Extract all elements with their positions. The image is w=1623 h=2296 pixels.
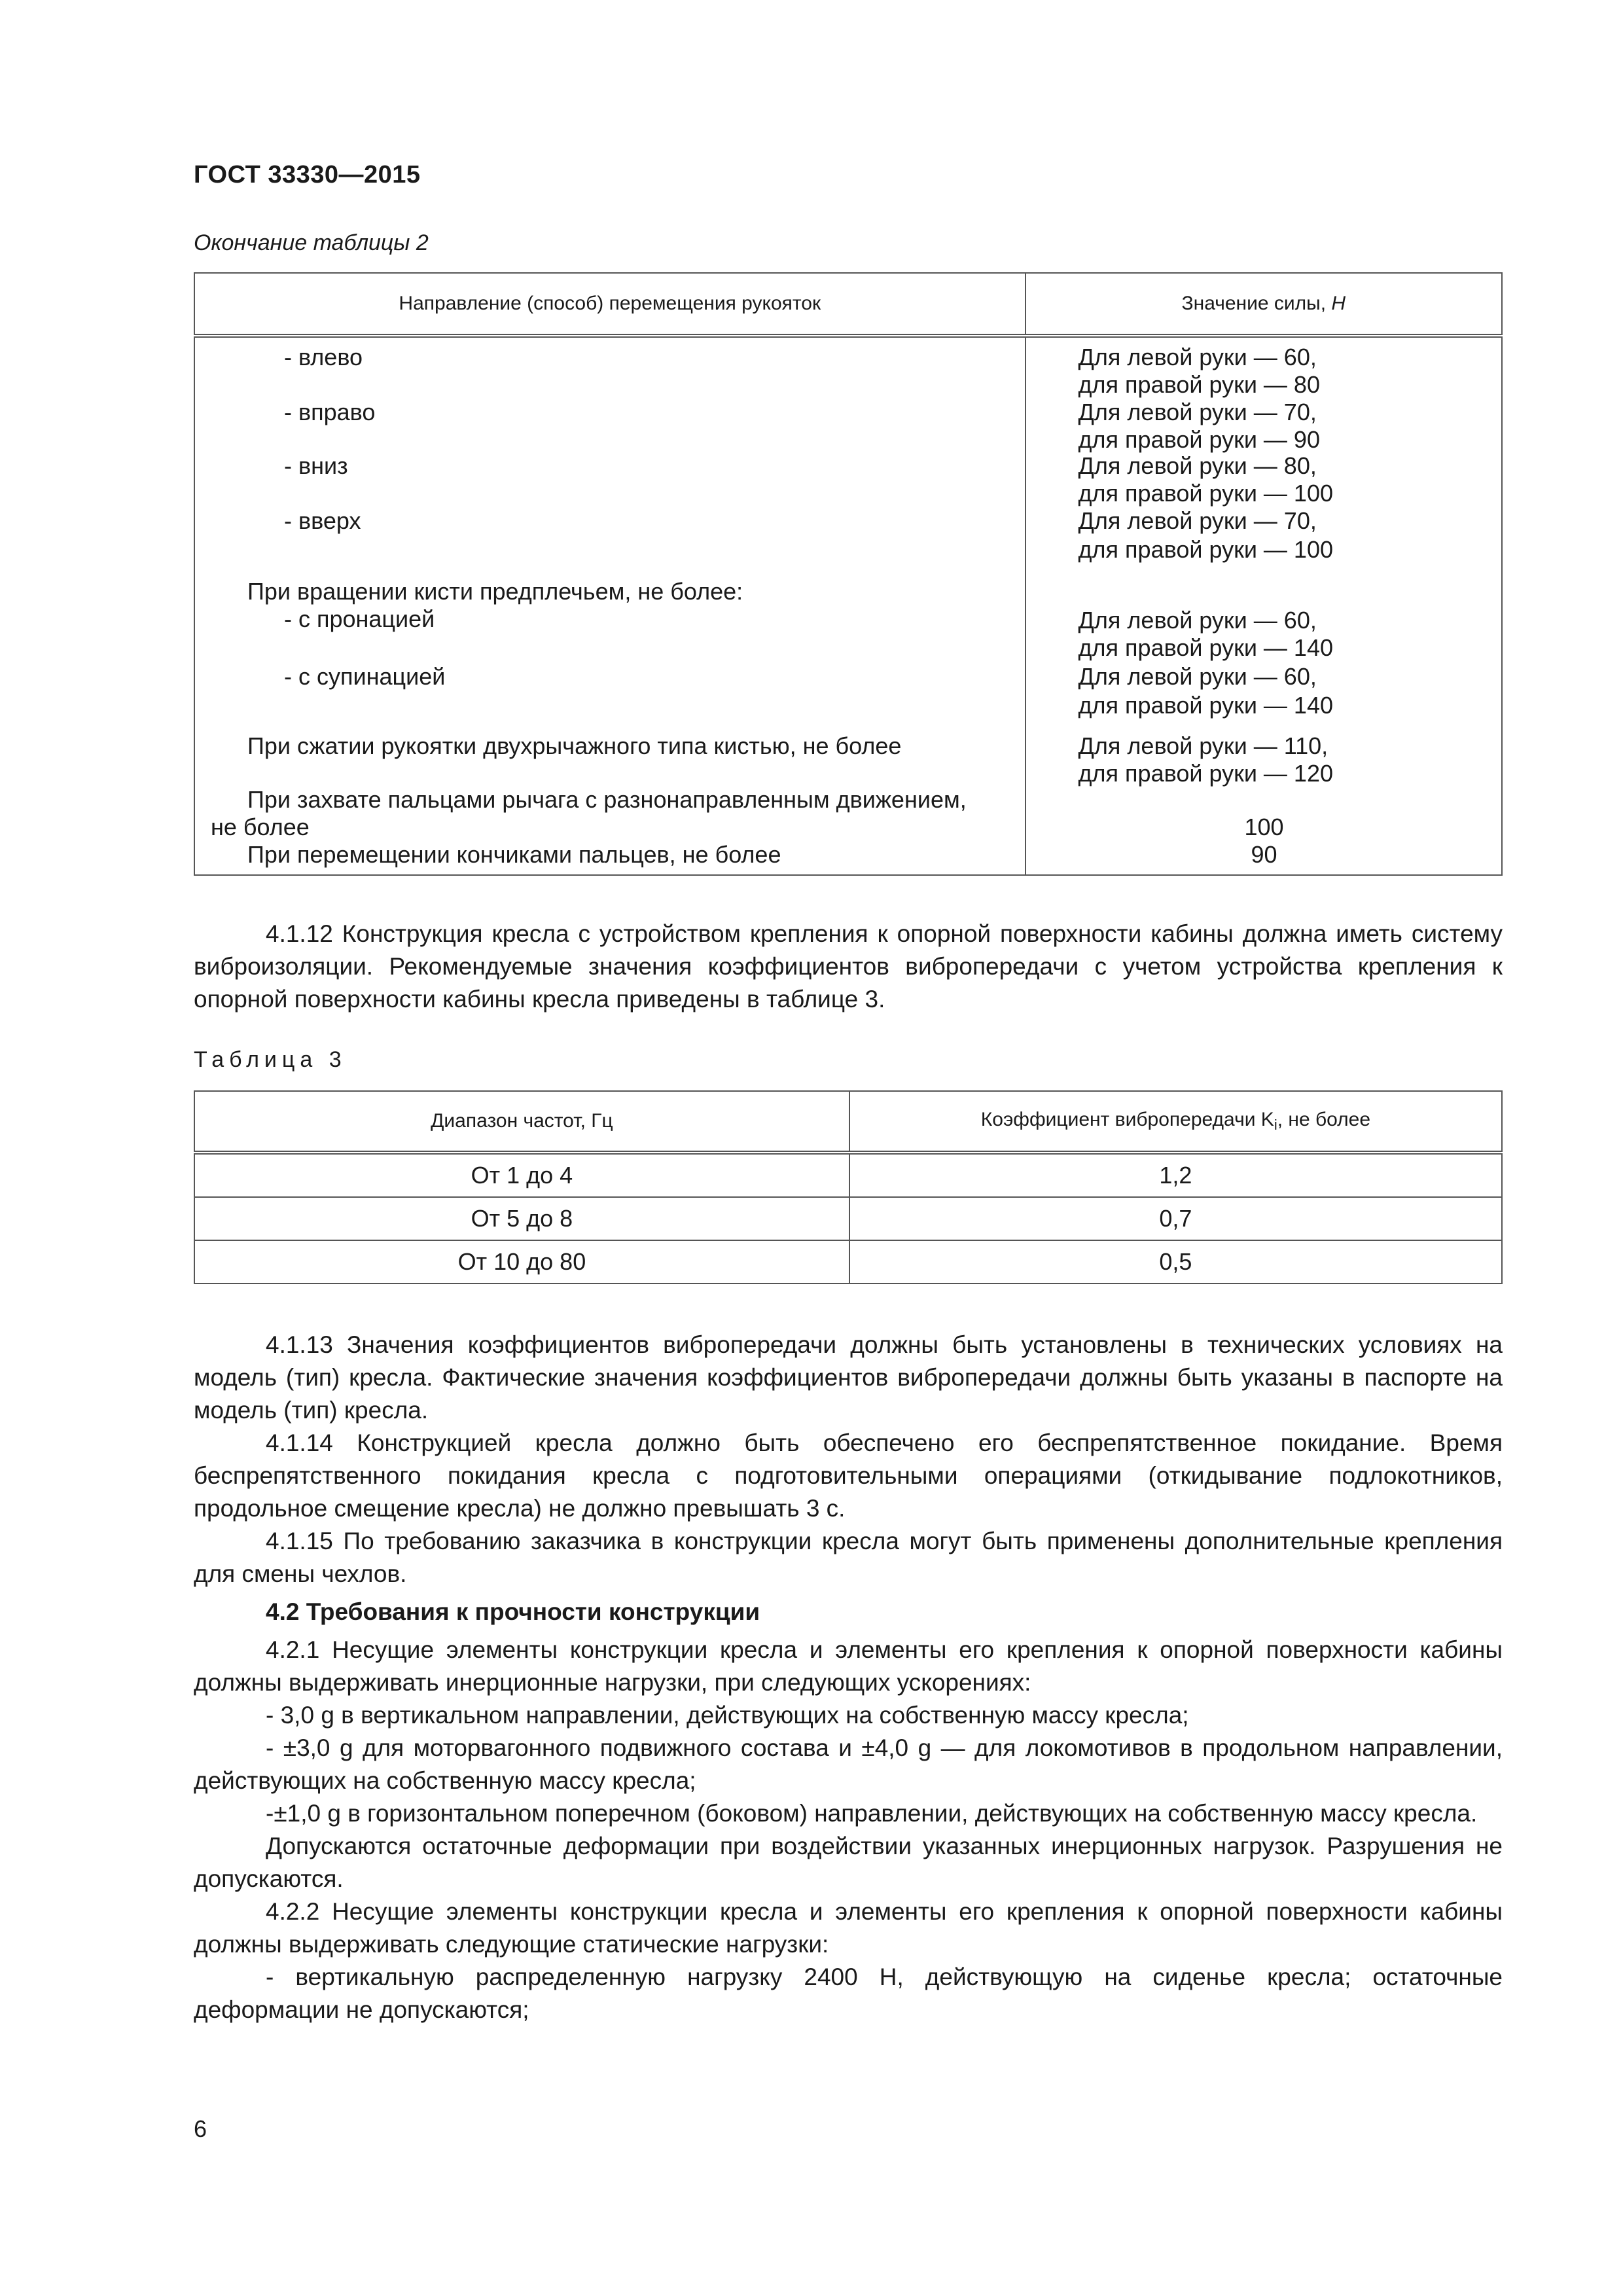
table2-left-line: При захвате пальцами рычага с разнонаправленным движением, [247,786,967,813]
table2-right-line: 100 [1244,814,1284,840]
table2-right-line: Для левой руки — 80, [1078,452,1317,479]
table2-right-line: для правой руки — 120 [1078,760,1333,787]
table3-range-cell: От 5 до 8 [194,1197,849,1240]
table2-left-line: не более [211,814,310,840]
page-number: 6 [194,2115,207,2142]
table2-left-line: - с пронацией [284,605,435,632]
table2-left-line: - вниз [284,452,348,479]
bullet-item: - вертикальную распределенную нагрузку 2400 Н, действующую на сиденье кресла; остаточные деформации не допускаются; [194,1964,1503,2023]
table2-left-line: - вверх [284,507,361,534]
table3-value-cell: 1,2 [849,1153,1502,1197]
paragraph-4-1-14: 4.1.14 Конструкцией кресла должно быть обеспечено его беспрепятственное покидание. Время беспрепятственного покидания кресла с подготовительными операциями (откидывание подлокотников, продольное смещение кресла) не должно превышать 3 с. [194,1429,1503,1522]
table2-right-cell [1026,336,1502,875]
table2-col1-header: Направление (способ) перемещения рукояток [194,273,1026,336]
table2-caption: Окончание таблицы 2 [194,230,429,255]
table2-right-line: Для левой руки — 110, [1078,732,1329,759]
paragraph-4-1-12-text: 4.1.12 Конструкция кресла с устройством крепления к опорной поверхности кабины должна иметь систему виброизоляции. Рекомендуемые значения коэффициентов вибропередачи с учетом устройства крепления к опорной поверхности кабины кресла приведены в таблице 3. [194,920,1503,1013]
table2-right-line: Для левой руки — 70, [1078,399,1317,425]
table-2 [194,272,1503,876]
table2-right-line: для правой руки — 80 [1078,371,1320,398]
body-text-block [194,1329,1503,2026]
bullet-item: -±1,0 g в горизонтальном поперечном (боковом) направлении, действующих на собственную массу кресла. [266,1800,1478,1827]
table3-range-cell: От 10 до 80 [194,1240,849,1283]
table2-left-line: При вращении кисти предплечьем, не более: [247,578,743,605]
table2-left-line: При перемещении кончиками пальцев, не более [247,841,781,868]
table2-col2-header-unit: Н [1331,293,1346,314]
table2-left-line: - с супинацией [284,663,446,690]
section-heading-4-2: 4.2 Требования к прочности конструкции [266,1598,760,1625]
table2-right-line: 90 [1251,841,1277,868]
paragraph-4-1-12 [194,918,1503,1016]
document-page [194,0,1503,2296]
table2-body-row [194,336,1502,875]
paragraph-4-1-13: 4.1.13 Значения коэффициентов вибропередачи должны быть установлены в технических условиях на модель (тип) кресла. Фактические значения коэффициентов вибропередачи должны быть указаны в паспорте на модель (тип) кресла. [194,1331,1503,1424]
table2-right-line: Для левой руки — 60, [1078,344,1317,370]
table3-header-row [194,1091,1502,1153]
table-row [194,1197,1502,1240]
paragraph-4-2-2: 4.2.2 Несущие элементы конструкции кресла и элементы его крепления к опорной поверхности кабины должны выдерживать следующие статические нагрузки: [194,1898,1503,1958]
table2-right-line: для правой руки — 90 [1078,426,1320,453]
paragraph-deformations: Допускаются остаточные деформации при воздействии указанных инерционных нагрузок. Разрушения не допускаются. [194,1833,1503,1892]
table2-right-line: для правой руки — 100 [1078,536,1333,563]
table-row [194,1153,1502,1197]
table3-value-cell: 0,7 [849,1197,1502,1240]
table-3 [194,1090,1503,1284]
table2-col2-header-text: Значение силы, [1181,293,1332,314]
table2-right-line: Для левой руки — 60, [1078,663,1317,690]
table3-col1-header: Диапазон частот, Гц [194,1091,849,1153]
table-row [194,1240,1502,1283]
paragraph-4-2-1: 4.2.1 Несущие элементы конструкции кресла и элементы его крепления к опорной поверхности кабины должны выдерживать инерционные нагрузки, при следующих ускорениях: [194,1636,1503,1696]
table3-col2-header [849,1091,1502,1153]
table3-col2-header-text: Коэффициент вибропередачи K [980,1109,1274,1130]
table3-col2-header-subscript: i [1274,1117,1277,1133]
document-header: ГОСТ 33330—2015 [194,161,421,188]
table2-left-cell [194,336,1026,875]
table2-right-line: для правой руки — 140 [1078,692,1333,719]
paragraph-4-1-15: 4.1.15 По требованию заказчика в конструкции кресла могут быть применены дополнительные крепления для смены чехлов. [194,1528,1503,1587]
table3-col2-header-suffix: , не более [1277,1109,1371,1130]
bullet-item: - 3,0 g в вертикальном направлении, действующих на собственную массу кресла; [266,1702,1189,1729]
table2-right-line: для правой руки — 140 [1078,634,1333,661]
table2-left-line: При сжатии рукоятки двухрычажного типа кистью, не более [247,732,902,759]
table3-value-cell: 0,5 [849,1240,1502,1283]
table2-left-line: - вправо [284,399,376,425]
table3-caption: Таблица 3 [194,1047,347,1072]
table2-right-line: для правой руки — 100 [1078,480,1333,507]
table2-header-row [194,273,1502,336]
table2-left-line: - влево [284,344,363,370]
bullet-item: - ±3,0 g для моторвагонного подвижного состава и ±4,0 g — для локомотивов в продольном направлении, действующих на собственную массу кресла; [194,1734,1503,1794]
table2-right-line: Для левой руки — 70, [1078,507,1317,534]
table2-col2-header [1026,273,1502,336]
table2-right-line: Для левой руки — 60, [1078,607,1317,634]
table3-range-cell: От 1 до 4 [194,1153,849,1197]
